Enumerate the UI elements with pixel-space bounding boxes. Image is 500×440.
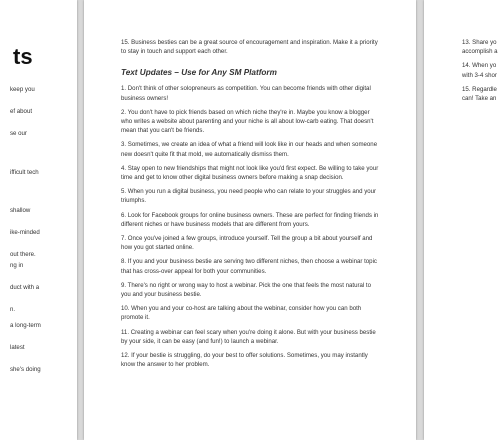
left-page-line: se our <box>10 130 27 137</box>
right-paragraph-line: with 3-4 shor <box>462 71 497 79</box>
left-page <box>0 0 77 440</box>
left-page-line: she's doing <box>10 366 41 373</box>
section-heading: Text Updates – Use for Any SM Platform <box>121 68 277 78</box>
left-page-line: duct with a <box>10 284 40 291</box>
paragraph-item-12: 12. If your bestie is struggling, do your best to offer solutions. Sometimes, you may instantly know the answer to her problem. <box>121 352 368 369</box>
right-page <box>424 0 500 440</box>
right-paragraph-line: can! Take an <box>462 95 497 103</box>
right-page-body <box>462 38 500 108</box>
paragraph-item-6: 6. Look for Facebook groups for online business owners. These are perfect for finding friends in different niches or have business models that are different from yours. <box>121 211 379 228</box>
paragraph-item-4: 4. Stay open to new friendships that might not look like you'd first expect. Be willing to take your time and get to know other digital business owners before making a snap decision. <box>121 164 379 182</box>
left-page-line: ifficult tech <box>10 169 39 176</box>
paragraph-item-2: 2. You don't have to pick friends based on which niche they're in. Maybe you know a blogger who writes a website about parenting and your niche is all about low-carb eating. That doesn't mean that you can't be friends. <box>121 108 374 135</box>
left-page-line: out there. <box>10 251 36 258</box>
left-page-heading: ts <box>13 44 33 69</box>
left-page-line: n. <box>10 306 16 313</box>
right-paragraph-line: 14. When yo <box>462 62 497 70</box>
center-page-body <box>121 38 381 374</box>
paragraph-item-15: 15. Business besties can be a great source of encouragement and inspiration. Make it a priority to stay in touch and support each other. <box>121 39 378 56</box>
left-page-line: ng in <box>10 262 24 269</box>
left-page-line: ef about <box>10 108 33 115</box>
left-page-line: a long-term <box>10 322 41 329</box>
paragraph-item-10: 10. When you and your co-host are talking about the webinar, consider how you can both promote it. <box>121 305 362 322</box>
right-paragraph-13 <box>462 38 500 56</box>
right-paragraph-line: 13. Share yo <box>462 39 497 46</box>
left-page-line: ike-minded <box>10 229 40 236</box>
right-paragraph-15 <box>462 85 500 103</box>
right-paragraph-line: accomplish a <box>462 48 498 56</box>
left-page-line: shallow <box>10 207 31 214</box>
center-page <box>84 0 416 440</box>
right-paragraph-line: 15. Regardle <box>462 85 497 93</box>
paragraph-item-11: 11. Creating a webinar can feel scary when you're doing it alone. But with your business bestie by your side, it can be easy (and fun!) to launch a webinar. <box>121 328 376 345</box>
right-paragraph-14 <box>462 61 500 79</box>
paragraph-item-8: 8. If you and your business bestie are serving two different niches, then choose a webinar topic that has cross-over appeal for both your communities. <box>121 258 377 275</box>
paragraph-item-7: 7. Once you've joined a few groups, introduce yourself. Tell the group a bit about yourself and how you got started online. <box>121 235 373 252</box>
paragraph-item-3: 3. Sometimes, we create an idea of what a friend will look like in our heads and when someone new doesn't quite fit that mold, we automatically dismiss them. <box>121 141 378 158</box>
paragraph-item-9: 9. There's no right or wrong way to host a webinar. Pick the one that feels the most natural to you and your business bestie. <box>121 281 372 299</box>
paragraph-item-5: 5. When you run a digital business, you need people who can relate to your struggles and your triumphs. <box>121 188 377 205</box>
paragraph-item-1: 1. Don't think of other solopreneurs as competition. You can become friends with other digital business owners! <box>121 85 371 102</box>
left-page-line: latest <box>10 344 25 351</box>
left-page-line: keep you <box>10 86 35 93</box>
